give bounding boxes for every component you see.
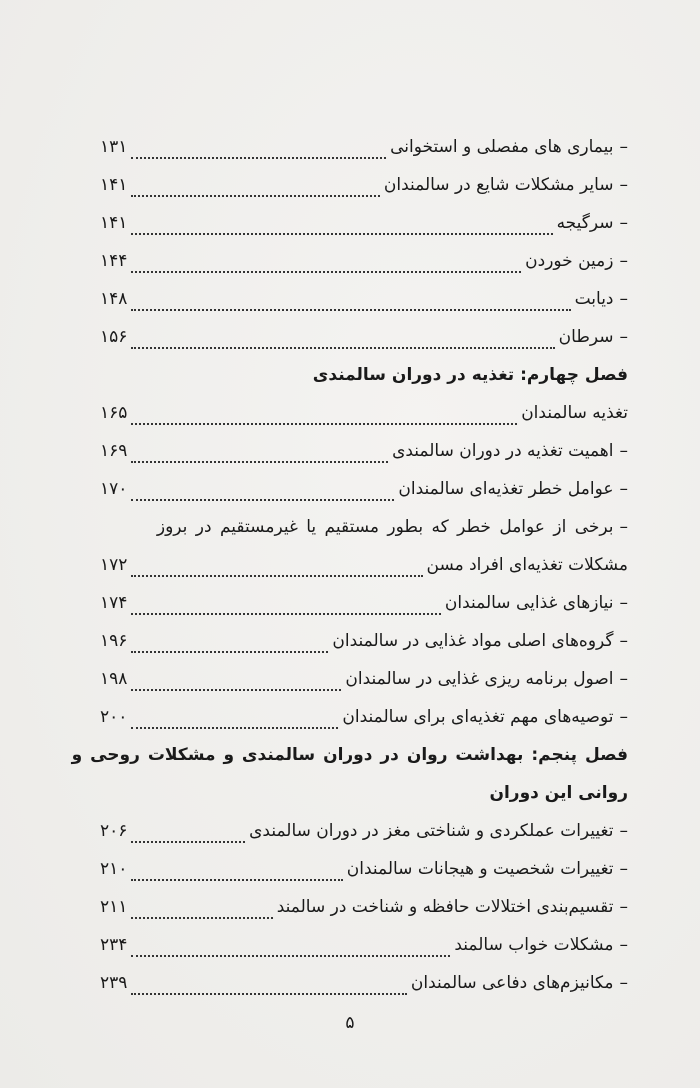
entry-page: ۲۰۰ (100, 707, 128, 727)
dot-leader (131, 869, 342, 881)
toc-entry (100, 470, 628, 508)
entry-dash: – (619, 327, 628, 347)
chapter-heading: فصل پنجم: بهداشت روان در دوران سالمندی و مشکلات روحی و (71, 745, 628, 765)
dot-leader (131, 983, 407, 995)
entry-page: ۱۶۹ (100, 441, 128, 461)
entry-title: دیابت (574, 289, 614, 309)
entry-dash: – (619, 479, 628, 499)
entry-title: تغییرات عملکردی و شناختی مغز در دوران سالمندی (249, 821, 614, 841)
entry-title: سرطان (558, 327, 614, 347)
chapter-heading: فصل چهارم: تغذیه در دوران سالمندی (312, 365, 628, 385)
toc-entry (100, 242, 628, 280)
entry-dash: – (619, 707, 628, 727)
page-number: ۵ (345, 1013, 355, 1033)
dot-leader (131, 565, 422, 577)
entry-dash: – (619, 821, 628, 841)
entry-title: تقسیم‌بندی اختلالات حافظه و شناخت در سالمند (276, 897, 614, 917)
entry-dash: – (619, 137, 628, 157)
dot-leader (131, 451, 388, 463)
dot-leader (131, 641, 328, 653)
entry-title: سایر مشکلات شایع در سالمندان (383, 175, 614, 195)
dot-leader (131, 945, 450, 957)
dot-leader (131, 679, 341, 691)
entry-page: ۱۳۱ (100, 137, 128, 157)
dot-leader (131, 413, 517, 425)
entry-page: ۱۷۴ (100, 593, 128, 613)
dot-leader (131, 489, 394, 501)
entry-page: ۱۵۶ (100, 327, 128, 347)
entry-dash: – (619, 175, 628, 195)
dot-leader (131, 223, 552, 235)
entry-dash: – (619, 593, 628, 613)
dot-leader (131, 831, 245, 843)
entry-title: تغذیه سالمندان (521, 403, 628, 423)
entry-dash: – (619, 213, 628, 233)
entry-dash: – (619, 935, 628, 955)
toc-entry (100, 964, 628, 1002)
dot-leader (131, 717, 338, 729)
entry-dash: – (619, 973, 628, 993)
entry-page: ۱۴۱ (100, 213, 128, 233)
entry-dash: – (619, 897, 628, 917)
entry-page: ۲۰۶ (100, 821, 128, 841)
entry-title: مشکلات خواب سالمند (454, 935, 614, 955)
entry-page: ۱۴۸ (100, 289, 128, 309)
entry-title: تغییرات شخصیت و هیجانات سالمندان (346, 859, 614, 879)
toc-entry (100, 812, 628, 850)
entry-title: نیازهای غذایی سالمندان (444, 593, 614, 613)
entry-page: ۱۷۲ (100, 555, 128, 575)
toc-entry (100, 888, 628, 926)
dot-leader (131, 299, 570, 311)
entry-title: عوامل خطر تغذیه‌ای سالمندان (398, 479, 614, 499)
entry-title: برخی از عوامل خطر که بطور مستقیم یا غیرمستقیم در بروز (156, 517, 614, 537)
entry-title: مکانیزم‌های دفاعی سالمندان (410, 973, 614, 993)
entry-title: اصول برنامه ریزی غذایی در سالمندان (345, 669, 614, 689)
entry-title: زمین خوردن (525, 251, 614, 271)
entry-dash: – (619, 517, 628, 537)
toc-entry (100, 318, 628, 356)
entry-title: بیماری های مفصلی و استخوانی (390, 137, 614, 157)
entry-page: ۲۱۱ (100, 897, 128, 917)
dot-leader (131, 603, 440, 615)
entry-page: ۱۹۶ (100, 631, 128, 651)
entry-dash: – (619, 859, 628, 879)
dot-leader (131, 337, 554, 349)
entry-page: ۲۱۰ (100, 859, 128, 879)
entry-page: ۲۳۹ (100, 973, 128, 993)
entry-title: مشکلات تغذیه‌ای افراد مسن (426, 555, 628, 575)
toc-entry (100, 584, 628, 622)
dot-leader (131, 261, 521, 273)
toc-entry (100, 280, 628, 318)
entry-title: سرگیجه (556, 213, 614, 233)
entry-title: توصیه‌های مهم تغذیه‌ای برای سالمندان (342, 707, 614, 727)
entry-page: ۱۴۴ (100, 251, 128, 271)
chapter-heading-continued: روانی این دوران (489, 783, 628, 803)
entry-page: ۱۷۰ (100, 479, 128, 499)
entry-dash: – (619, 441, 628, 461)
toc-entry (100, 660, 628, 698)
entry-title: اهمیت تغذیه در دوران سالمندی (392, 441, 614, 461)
toc-entry (100, 204, 628, 242)
toc-entry (100, 128, 628, 166)
entry-dash: – (619, 289, 628, 309)
entry-dash: – (619, 669, 628, 689)
toc-entry (100, 622, 628, 660)
toc-entry (100, 432, 628, 470)
toc-entry (100, 850, 628, 888)
entry-page: ۱۴۱ (100, 175, 128, 195)
dot-leader (131, 185, 379, 197)
toc-entry (100, 546, 628, 584)
dot-leader (131, 907, 272, 919)
entry-dash: – (619, 251, 628, 271)
dot-leader (131, 147, 386, 159)
entry-page: ۲۳۴ (100, 935, 128, 955)
toc-entry (100, 698, 628, 736)
entry-page: ۱۶۵ (100, 403, 128, 423)
table-of-contents (71, 128, 628, 1002)
entry-title: گروه‌های اصلی مواد غذایی در سالمندان (332, 631, 614, 651)
toc-entry (100, 166, 628, 204)
entry-dash: – (619, 631, 628, 651)
toc-entry (100, 394, 628, 432)
toc-entry (100, 926, 628, 964)
entry-page: ۱۹۸ (100, 669, 128, 689)
toc-entry-wrap-line (100, 508, 628, 546)
